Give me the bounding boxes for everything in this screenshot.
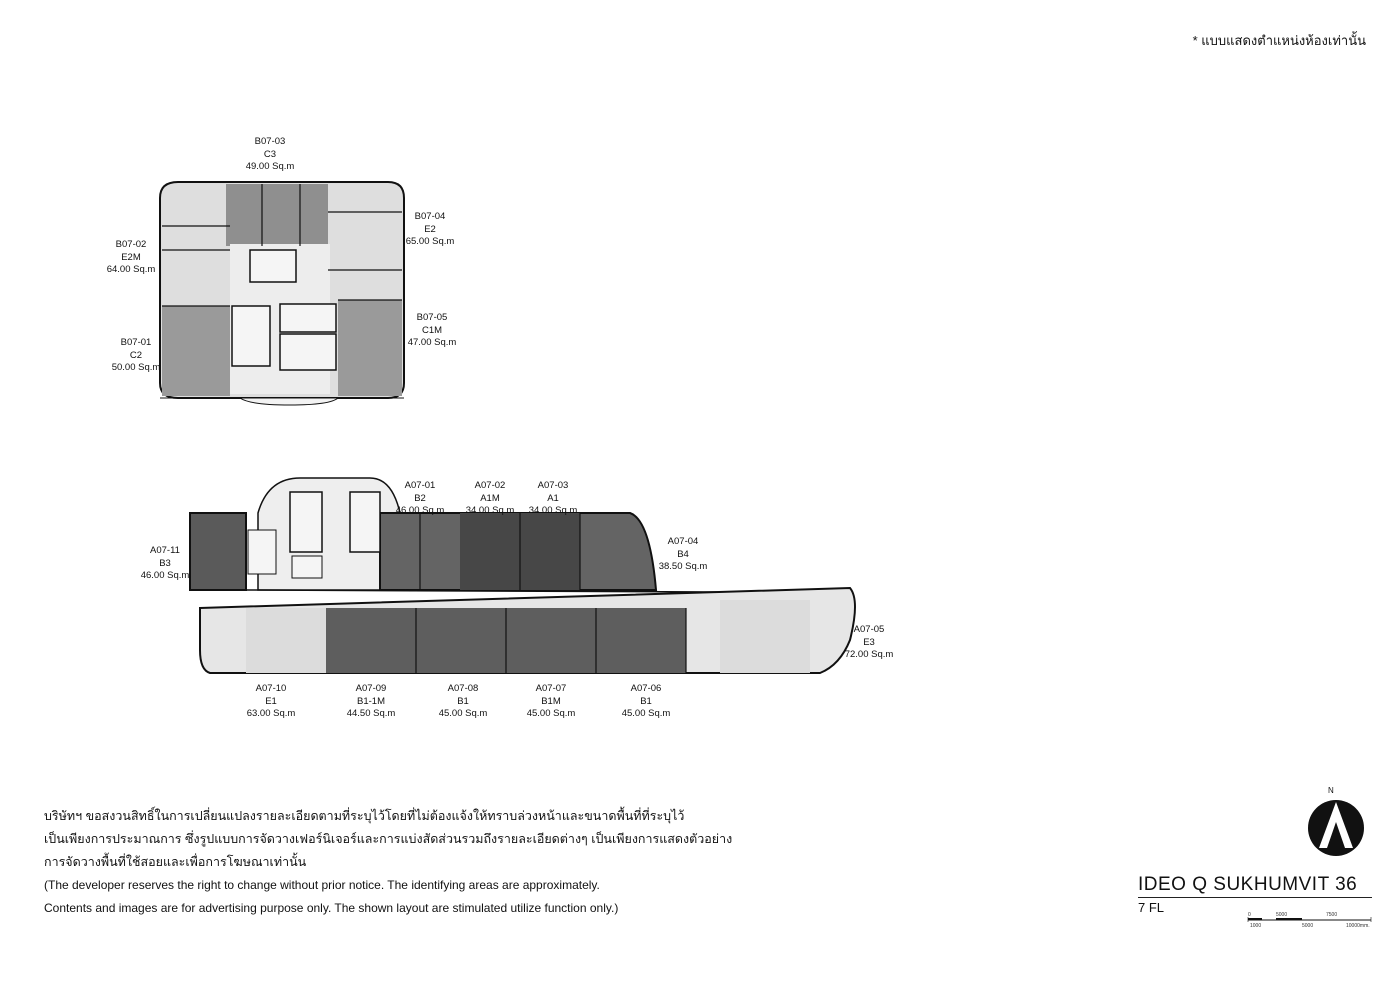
unit-label-b07-02[interactable]: B07-02 E2M 64.00 Sq.m <box>106 239 156 275</box>
tower-b-plan <box>160 182 404 405</box>
scale-top-2: 7500 <box>1326 912 1338 918</box>
unit-label-a07-04[interactable]: A07-04 B4 38.50 Sq.m <box>658 536 708 572</box>
note-unit-location-only: * แบบแสดงตำแหน่งห้องเท่านั้น <box>1192 33 1366 48</box>
unit-label-a07-07[interactable]: A07-07 B1M 45.00 Sq.m <box>526 683 576 719</box>
disclaimer-en-line-2: Contents and images are for advertising purpose only. The shown layout are stimulated utilize function only.) <box>44 901 619 915</box>
project-title: IDEO Q SUKHUMVIT 36 <box>1138 874 1372 898</box>
floor-label: 7 FL <box>1138 900 1165 915</box>
unit-label-a07-02[interactable]: A07-02 A1M 34.00 Sq.m <box>465 480 515 516</box>
disclaimer-en-line-1: (The developer reserves the right to change without prior notice. The identifying areas are approximately. <box>44 878 600 892</box>
scale-bottom-1: 5000 <box>1302 923 1314 929</box>
unit-label-a07-03[interactable]: A07-03 A1 34.00 Sq.m <box>528 480 578 516</box>
unit-label-b07-04[interactable]: B07-04 E2 65.00 Sq.m <box>405 211 455 247</box>
unit-label-a07-01[interactable]: A07-01 B2 46.00 Sq.m <box>395 480 445 516</box>
unit-label-b07-05[interactable]: B07-05 C1M 47.00 Sq.m <box>407 312 457 348</box>
scale-top-0: 0 <box>1248 912 1251 918</box>
scale-bottom-2: 10000mm. <box>1346 923 1370 929</box>
unit-label-a07-08[interactable]: A07-08 B1 45.00 Sq.m <box>438 683 488 719</box>
north-arrow-icon <box>1305 786 1367 863</box>
unit-label-a07-09[interactable]: A07-09 B1-1M 44.50 Sq.m <box>346 683 396 719</box>
disclaimer-th-line-1: บริษัทฯ ขอสงวนสิทธิ์ในการเปลี่ยนแปลงรายละเอียดตามที่ระบุไว้โดยที่ไม่ต้องแจ้งให้ทราบล่วงหน้าและขนาดพื้นที่ที่ระบุไว้ <box>44 809 685 823</box>
disclaimer-th-line-2: เป็นเพียงการประมาณการ ซึ่งรูปแบบการจัดวางเฟอร์นิเจอร์และการแบ่งสัดส่วนรวมถึงรายละเอียดต่างๆ เป็นเพียงการแสดงตัวอย่าง <box>44 832 733 846</box>
unit-label-a07-10[interactable]: A07-10 E1 63.00 Sq.m <box>246 683 296 719</box>
compass-north-label: N <box>1328 786 1334 795</box>
unit-label-a07-06[interactable]: A07-06 B1 45.00 Sq.m <box>621 683 671 719</box>
unit-label-b07-01[interactable]: B07-01 C2 50.00 Sq.m <box>111 337 161 373</box>
scale-bar <box>1246 912 1376 932</box>
scale-bottom-0: 1000 <box>1250 923 1262 929</box>
title-block <box>1138 874 1372 915</box>
tower-a-plan <box>190 478 855 673</box>
scale-top-1: 5000 <box>1276 912 1288 918</box>
disclaimer-th-line-3: การจัดวางพื้นที่ใช้สอยและเพื่อการโฆษณาเท่านั้น <box>44 855 307 869</box>
unit-label-a07-05[interactable]: A07-05 E3 72.00 Sq.m <box>844 624 894 660</box>
disclaimer <box>44 805 732 920</box>
unit-label-a07-11[interactable]: A07-11 B3 46.00 Sq.m <box>140 545 190 581</box>
unit-label-b07-03[interactable]: B07-03 C3 49.00 Sq.m <box>245 136 295 172</box>
